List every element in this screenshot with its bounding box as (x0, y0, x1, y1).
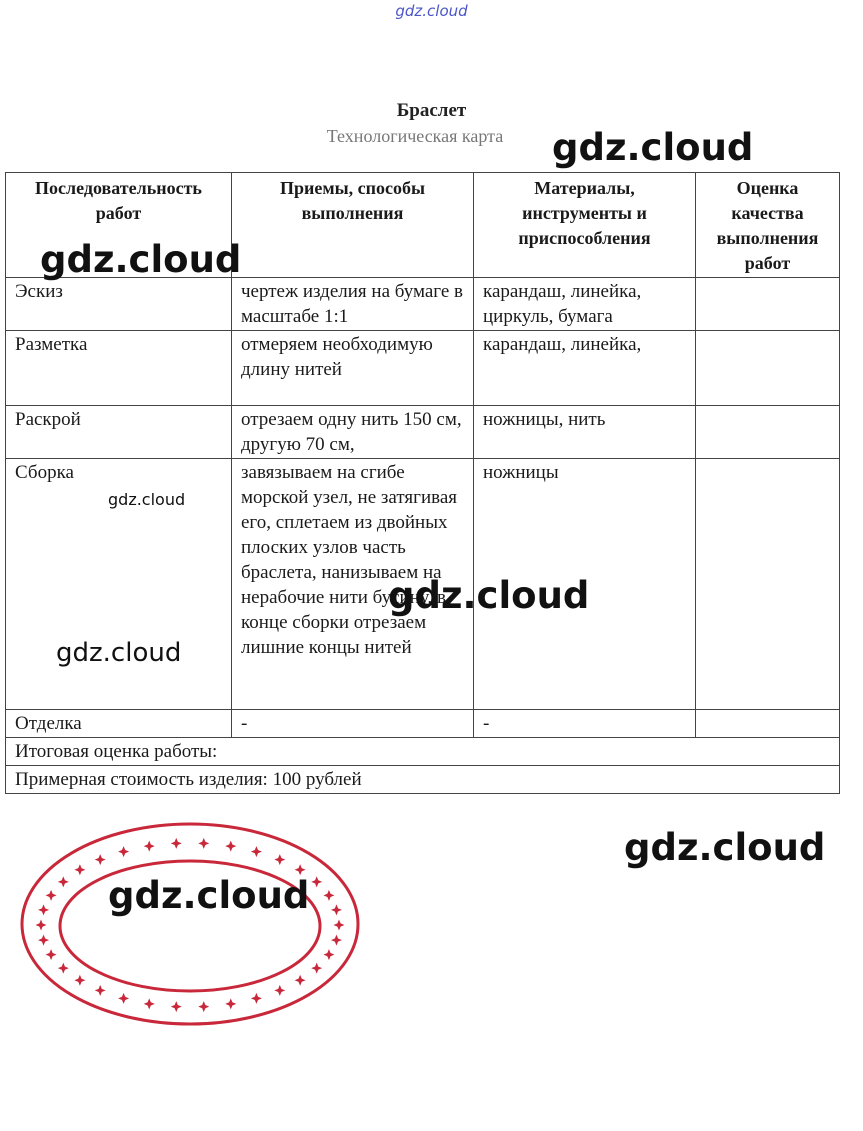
bracelet-ornament (36, 838, 345, 1012)
ornament-star (323, 949, 334, 960)
ornament-star (274, 854, 285, 865)
ornament-star (58, 876, 69, 887)
cell-materials: карандаш, линейка, (474, 331, 696, 406)
ornament-star (38, 935, 49, 946)
ornament-star (198, 1001, 209, 1012)
cell-step: Раскрой (6, 406, 232, 459)
cell-method: чертеж изделия на бумаге в масштабе 1:1 (232, 278, 474, 331)
ornament-star (311, 876, 322, 887)
cell-method: отрезаем одну нить 150 см, другую 70 см, (232, 406, 474, 459)
document-title: Браслет (396, 100, 467, 121)
total-score-cell: Итоговая оценка работы: (6, 738, 840, 766)
cell-step: Разметка (6, 331, 232, 406)
ornament-star (334, 920, 345, 931)
ornament-star (251, 993, 262, 1004)
ornament-star (144, 998, 155, 1009)
ornament-star (171, 1001, 182, 1012)
cell-quality (696, 406, 840, 459)
header-methods: Приемы, способы выполнения (232, 173, 474, 278)
top-watermark-link[interactable]: gdz.cloud (395, 2, 468, 20)
ornament-star (331, 935, 342, 946)
ornament-star (323, 890, 334, 901)
watermark: gdz.cloud (108, 490, 186, 509)
watermark: gdz.cloud (624, 826, 826, 869)
cell-method: отмеряем необходимую длину нитей (232, 331, 474, 406)
table-row (6, 710, 840, 738)
ornament-star (144, 841, 155, 852)
header-materials: Материалы, инструменты и приспособления (474, 173, 696, 278)
ornament-star (251, 846, 262, 857)
estimated-cost-cell: Примерная стоимость изделия: 100 рублей (6, 766, 840, 794)
cell-quality (696, 710, 840, 738)
cell-materials: ножницы, нить (474, 406, 696, 459)
cell-method: - (232, 710, 474, 738)
watermark: gdz.cloud (40, 238, 242, 281)
ornament-star (95, 854, 106, 865)
cell-quality (696, 278, 840, 331)
ornament-star (58, 963, 69, 974)
ornament-star (118, 993, 129, 1004)
watermark: gdz.cloud (108, 874, 310, 917)
cell-materials: - (474, 710, 696, 738)
document-subtitle: Технологическая карта (326, 126, 504, 146)
ornament-star (295, 975, 306, 986)
watermark: gdz.cloud (388, 574, 590, 617)
ornament-star (38, 904, 49, 915)
ornament-star (46, 890, 57, 901)
cell-method: завязываем на сгибе морской узел, не затягивая его, сплетаем из двойных плоских узлов часть браслета, нанизываем на нерабочие нити бусину, в конце сборки отрезаем лишние концы нитей (232, 459, 474, 710)
ornament-star (198, 838, 209, 849)
ornament-star (225, 841, 236, 852)
ornament-star (331, 904, 342, 915)
cell-materials: ножницы (474, 459, 696, 710)
watermark: gdz.cloud (56, 638, 182, 668)
table-row (6, 406, 840, 459)
cell-quality (696, 459, 840, 710)
header-sequence: Последовательность работ (6, 173, 232, 278)
cell-materials: карандаш, линейка, циркуль, бумага (474, 278, 696, 331)
bracelet-sketch-image (18, 818, 368, 1033)
ornament-star (311, 963, 322, 974)
ornament-star (46, 949, 57, 960)
ornament-star (171, 838, 182, 849)
summary-row (6, 738, 840, 766)
table-row (6, 278, 840, 331)
cell-quality (696, 331, 840, 406)
cell-step: Отделка (6, 710, 232, 738)
cell-step: Сборка (6, 459, 232, 710)
ornament-star (95, 985, 106, 996)
ornament-star (74, 975, 85, 986)
ornament-star (118, 846, 129, 857)
summary-row (6, 766, 840, 794)
header-quality: Оценка качества выполнения работ (696, 173, 840, 278)
ornament-star (36, 920, 47, 931)
watermark: gdz.cloud (552, 126, 754, 169)
ornament-star (74, 864, 85, 875)
ornament-star (225, 998, 236, 1009)
table-row (6, 331, 840, 406)
ornament-star (274, 985, 285, 996)
cell-step: Эскиз (6, 278, 232, 331)
